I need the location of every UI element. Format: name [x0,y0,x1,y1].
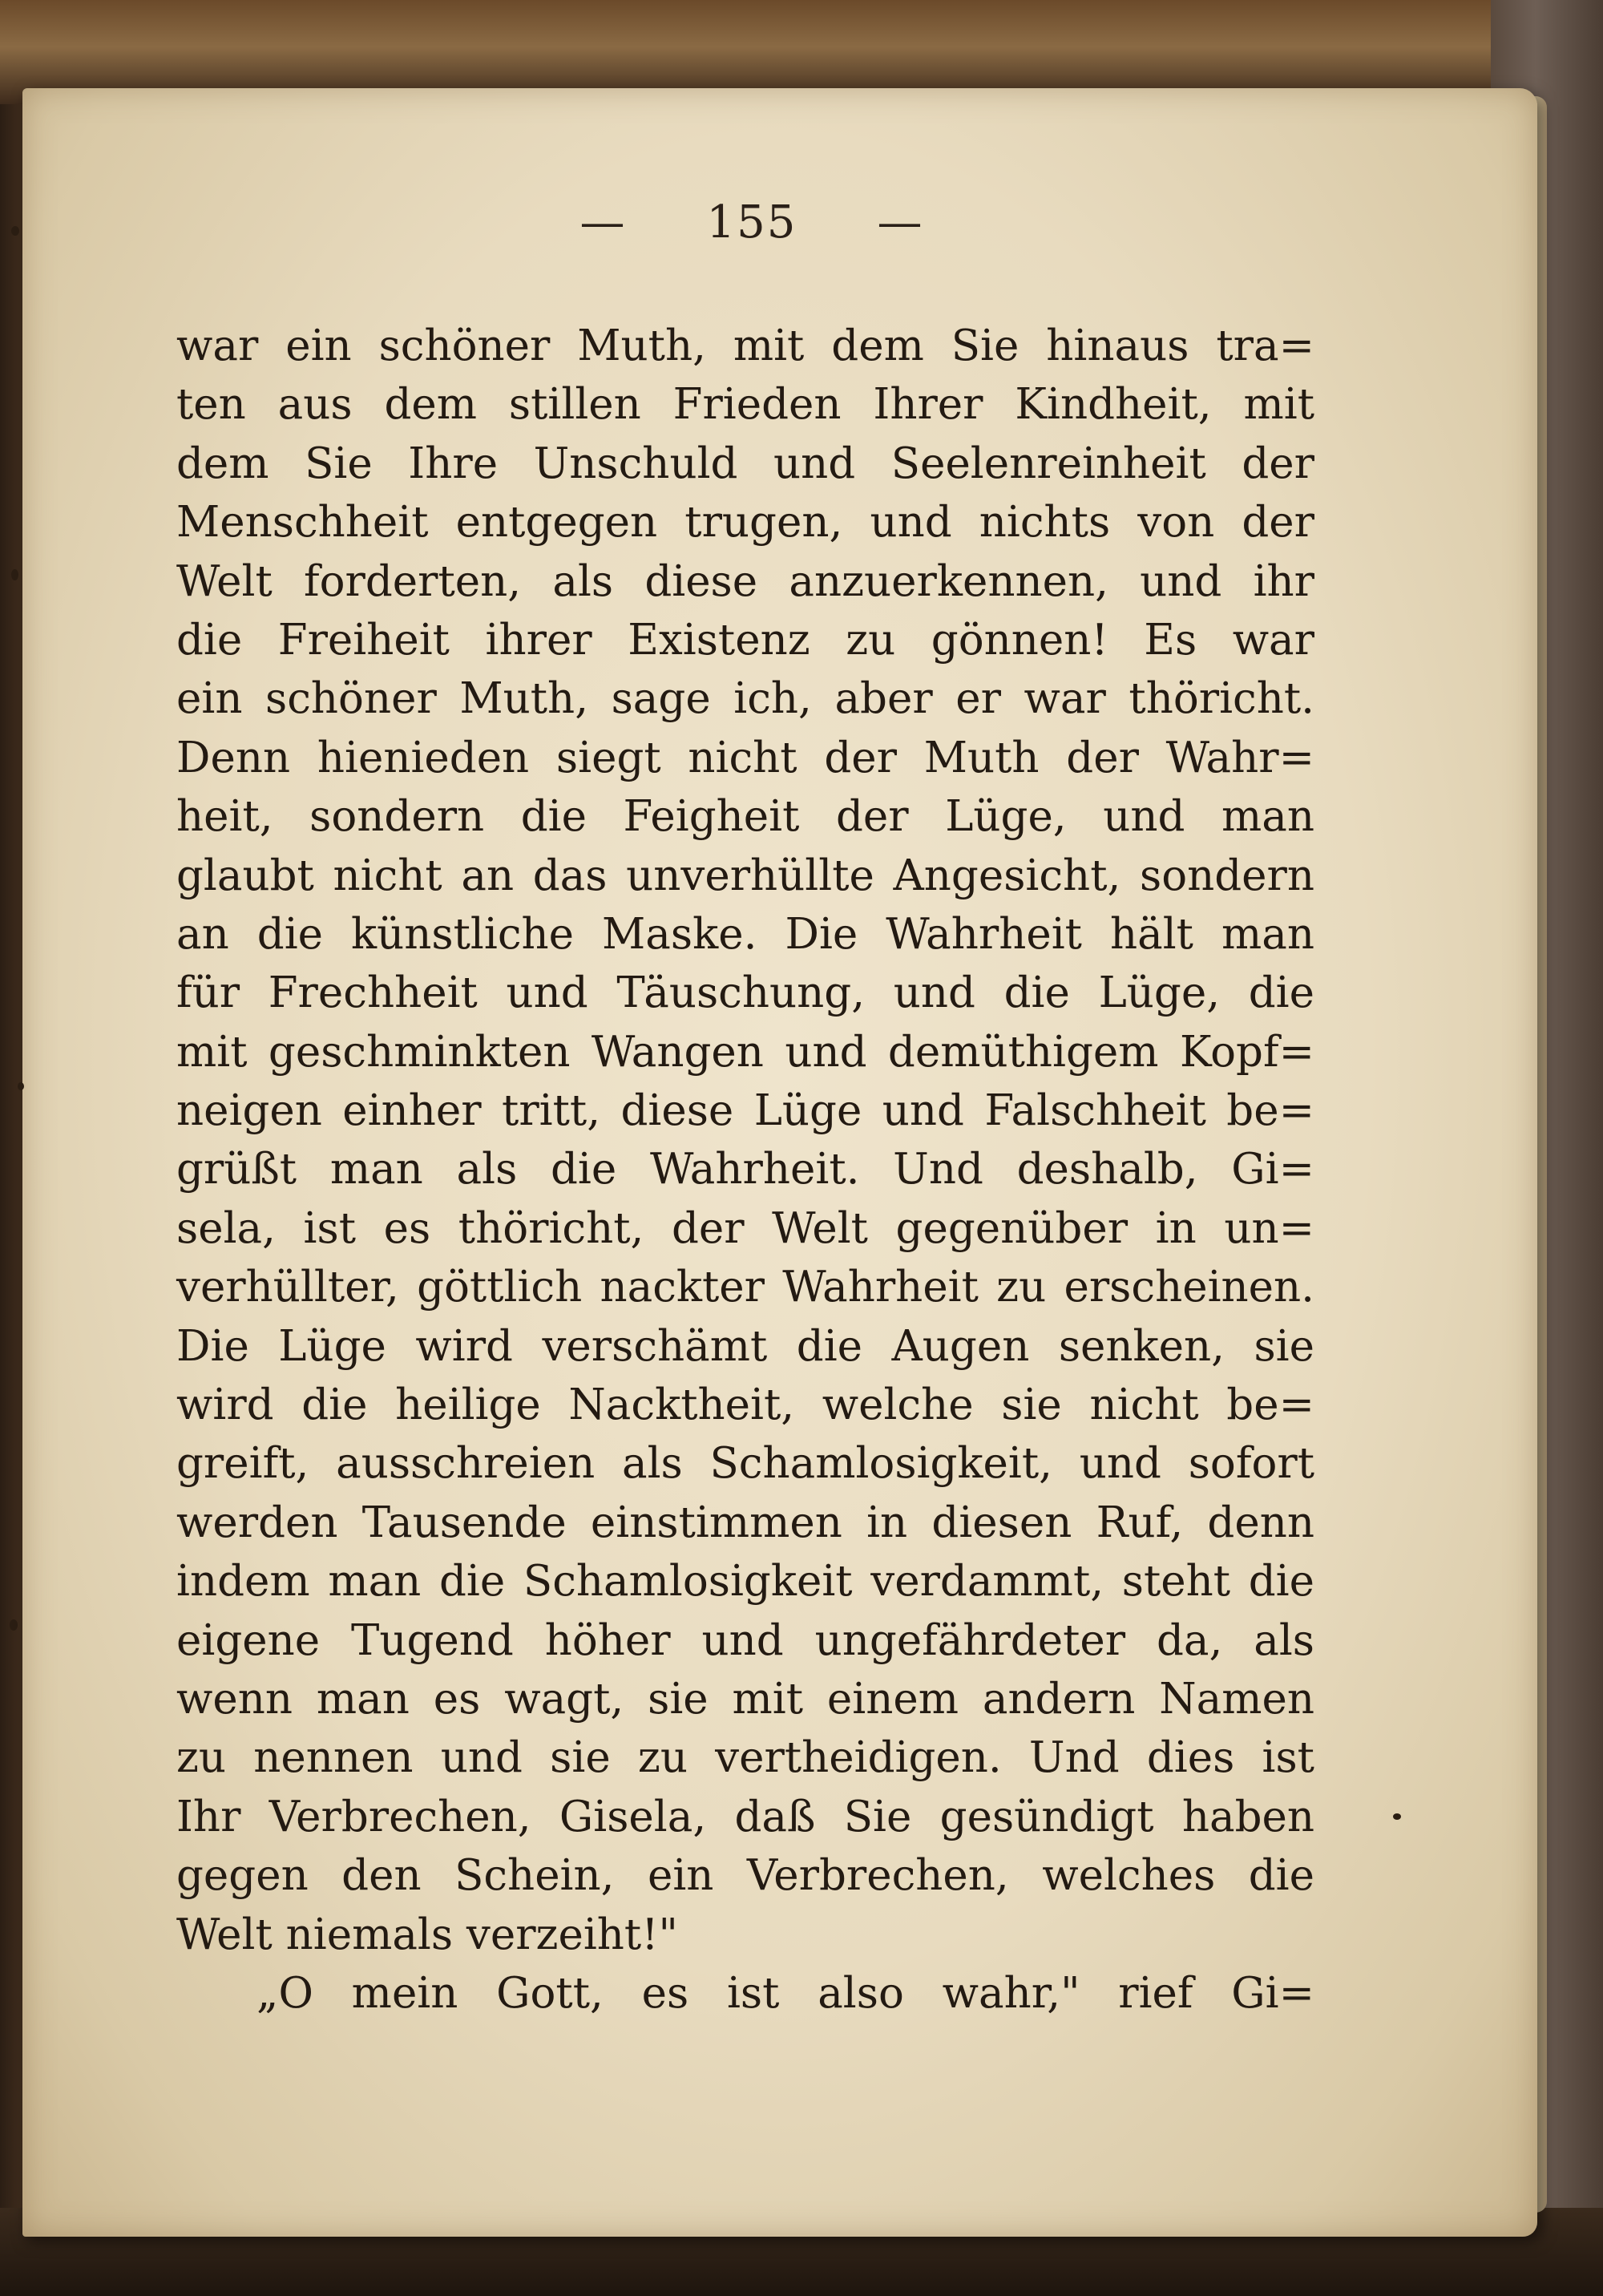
text-line: dem Sie Ihre Unschuld und Seelenreinheit der [176,439,1314,488]
text-line: heit, sondern die Feigheit der Lüge, und man [176,792,1314,842]
text-line: wird die heilige Nacktheit, welche sie nicht be= [176,1380,1314,1430]
text-line: Menschheit entgegen trugen, und nichts von der [176,498,1314,548]
text-line: greift, ausschreien als Schamlosigkeit, und sofort [176,1439,1314,1489]
text-line: an die künstliche Maske. Die Wahrheit hält man [176,909,1314,959]
text-line: gegen den Schein, ein Verbrechen, welches die [176,1851,1314,1901]
text-line: wenn man es wagt, sie mit einem andern Namen [176,1674,1314,1724]
text-line: grüßt man als die Wahrheit. Und deshalb, Gi= [176,1145,1314,1194]
page-header [22,196,1481,249]
text-line: Ihr Verbrechen, Gisela, daß Sie gesündigt haben [176,1792,1314,1841]
ink-speck [18,1082,24,1090]
ink-speck [1393,1813,1401,1820]
body-text [176,317,1314,2023]
text-line: sela, ist es thöricht, der Welt gegenüber in un= [176,1203,1314,1253]
text-line: Welt forderten, als diese anzuerkennen, und ihr [176,556,1314,606]
text-line: verhüllter, göttlich nackter Wahrheit zu erscheinen. [176,1263,1314,1312]
text-line: mit geschminkten Wangen und demüthigem Kopf= [176,1027,1314,1077]
text-line: Welt niemals verzeiht!" [176,1910,678,1959]
text-line: eigene Tugend höher und ungefährdeter da, als [176,1615,1314,1665]
text-line: Denn hienieden siegt nicht der Muth der Wahr= [176,733,1314,782]
text-line: ten aus dem stillen Frieden Ihrer Kindheit, mit [176,380,1314,430]
text-line: zu nennen und sie zu vertheidigen. Und dies ist [176,1733,1314,1783]
text-line: war ein schöner Muth, mit dem Sie hinaus tra= [176,321,1314,370]
text-line: ein schöner Muth, sage ich, aber er war thöricht. [176,674,1314,724]
ink-speck [10,1619,18,1631]
text-line: werden Tausende einstimmen in diesen Ruf, denn [176,1498,1314,1547]
header-dash-right: — [877,196,924,249]
ink-speck [11,569,18,580]
ink-speck [11,226,19,236]
header-dash-left: — [579,196,627,249]
page-number: 155 [706,196,797,249]
text-line: „O mein Gott, es ist also wahr," rief Gi= [256,1968,1314,2018]
text-line: glaubt nicht an das unverhüllte Angesicht, sondern [176,851,1314,900]
text-line: neigen einher tritt, diese Lüge und Falschheit be= [176,1086,1314,1136]
text-line: indem man die Schamlosigkeit verdammt, steht die [176,1557,1314,1607]
text-line: die Freiheit ihrer Existenz zu gönnen! Es war [176,615,1314,665]
text-line: Die Lüge wird verschämt die Augen senken, sie [176,1321,1314,1371]
text-line: für Frechheit und Täuschung, und die Lüge, die [176,968,1314,1018]
